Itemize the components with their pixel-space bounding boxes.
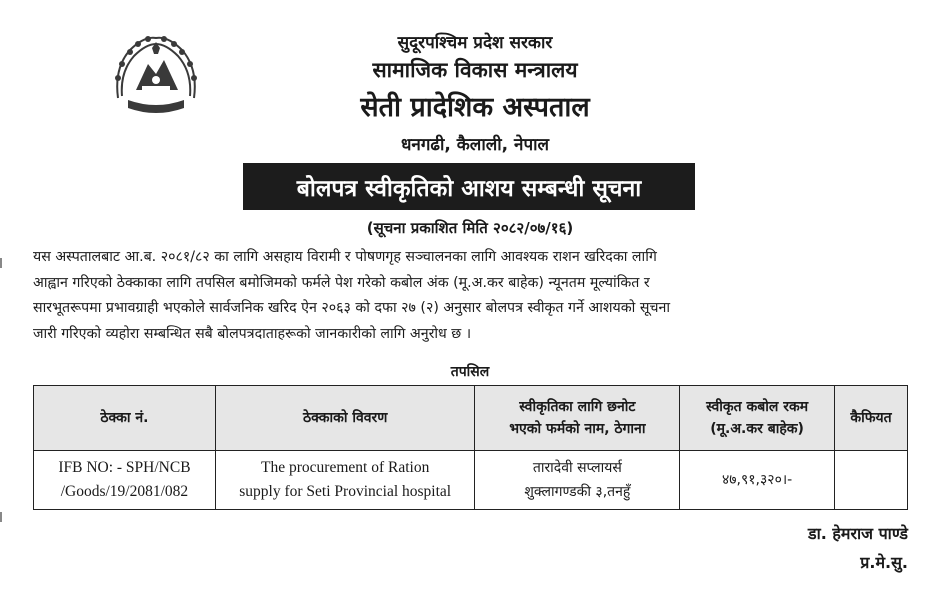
contract-no-line1: IFB NO: - SPH/NCB [58,459,191,476]
ministry-name: सामाजिक विकास मन्त्रालय [372,58,578,82]
header-contract-no: ठेक्का नं. [34,386,216,451]
header-remarks: कैफियत [835,386,908,451]
nepal-emblem-icon [108,28,204,120]
left-edge-mark [0,258,2,268]
notice-body-line: जारी गरिएको व्यहोरा सम्बन्धित सबै बोलपत्रदाताहरूको जानकारीको लागि अनुरोध छ । [33,325,472,342]
header-firm-line1: स्वीकृतिका लागि छनोट [519,399,636,415]
notice-title [243,163,695,210]
publication-date: (सूचना प्रकाशित मिति २०८२/०७/१६) [366,219,574,237]
contract-no-line2: /Goods/19/2081/082 [60,483,189,500]
cell-firm [475,451,680,510]
left-edge-mark [0,512,2,522]
notice-body-line: आह्वान गरिएको ठेक्काका लागि तपसिल बमोजिमको फर्मले पेश गरेको कबोल अंक (मू.अ.कर बाहेक) न्यूनतम मूल्यांकित र [33,274,650,291]
notice-title-text: बोलपत्र स्वीकृतिको आशय सम्बन्धी सूचना [296,175,642,202]
hospital-address: धनगढी, कैलाली, नेपाल [400,135,550,155]
cell-contract-no [34,451,216,510]
table-row [34,451,908,510]
header-amount-line1: स्वीकृत कबोल रकम [706,399,809,415]
hospital-name: सेती प्रादेशिक अस्पताल [360,92,590,123]
notice-body-line: सारभूतरूपमा प्रभावग्राही भएकोले सार्वजनिक खरिद ऐन २०६३ को दफा २७ (२) अनुसार बोलपत्र स्वीकृत गर्ने आशयको सूचना [33,300,671,316]
cell-description [215,451,475,510]
notice-body-line: यस अस्पतालबाट आ.ब. २०८१/८२ का लागि असहाय विरामी र पोषणगृह सञ्चालनका लागि आवश्यक राशन खरिदका लागि [33,249,657,265]
government-name: सुदूरपश्चिम प्रदेश सरकार [397,33,553,53]
schedule-label: तपसिल [450,364,490,380]
cell-remarks [835,451,908,510]
description-line1: The procurement of Ration [261,459,430,476]
header-amount-line2: (मू.अ.कर बाहेक) [710,421,804,437]
signatory-title: प्र.मे.सु. [860,553,908,572]
table-header-row [34,386,908,451]
firm-address: शुक्लागण्डकी ३,तनहुँ [524,484,631,500]
contract-table [33,385,908,510]
header-firm [475,386,680,451]
header-amount [680,386,835,451]
header-firm-line2: भएको फर्मको नाम, ठेगाना [509,421,646,437]
cell-amount: ४७,९१,३२०।- [680,451,835,510]
firm-name: तारादेवी सप्लायर्स [532,460,622,476]
header-description: ठेक्काको विवरण [215,386,475,451]
notice-body [33,245,907,347]
description-line2: supply for Seti Provincial hospital [239,483,452,500]
signatory-name: डा. हेमराज पाण्डे [808,524,908,543]
